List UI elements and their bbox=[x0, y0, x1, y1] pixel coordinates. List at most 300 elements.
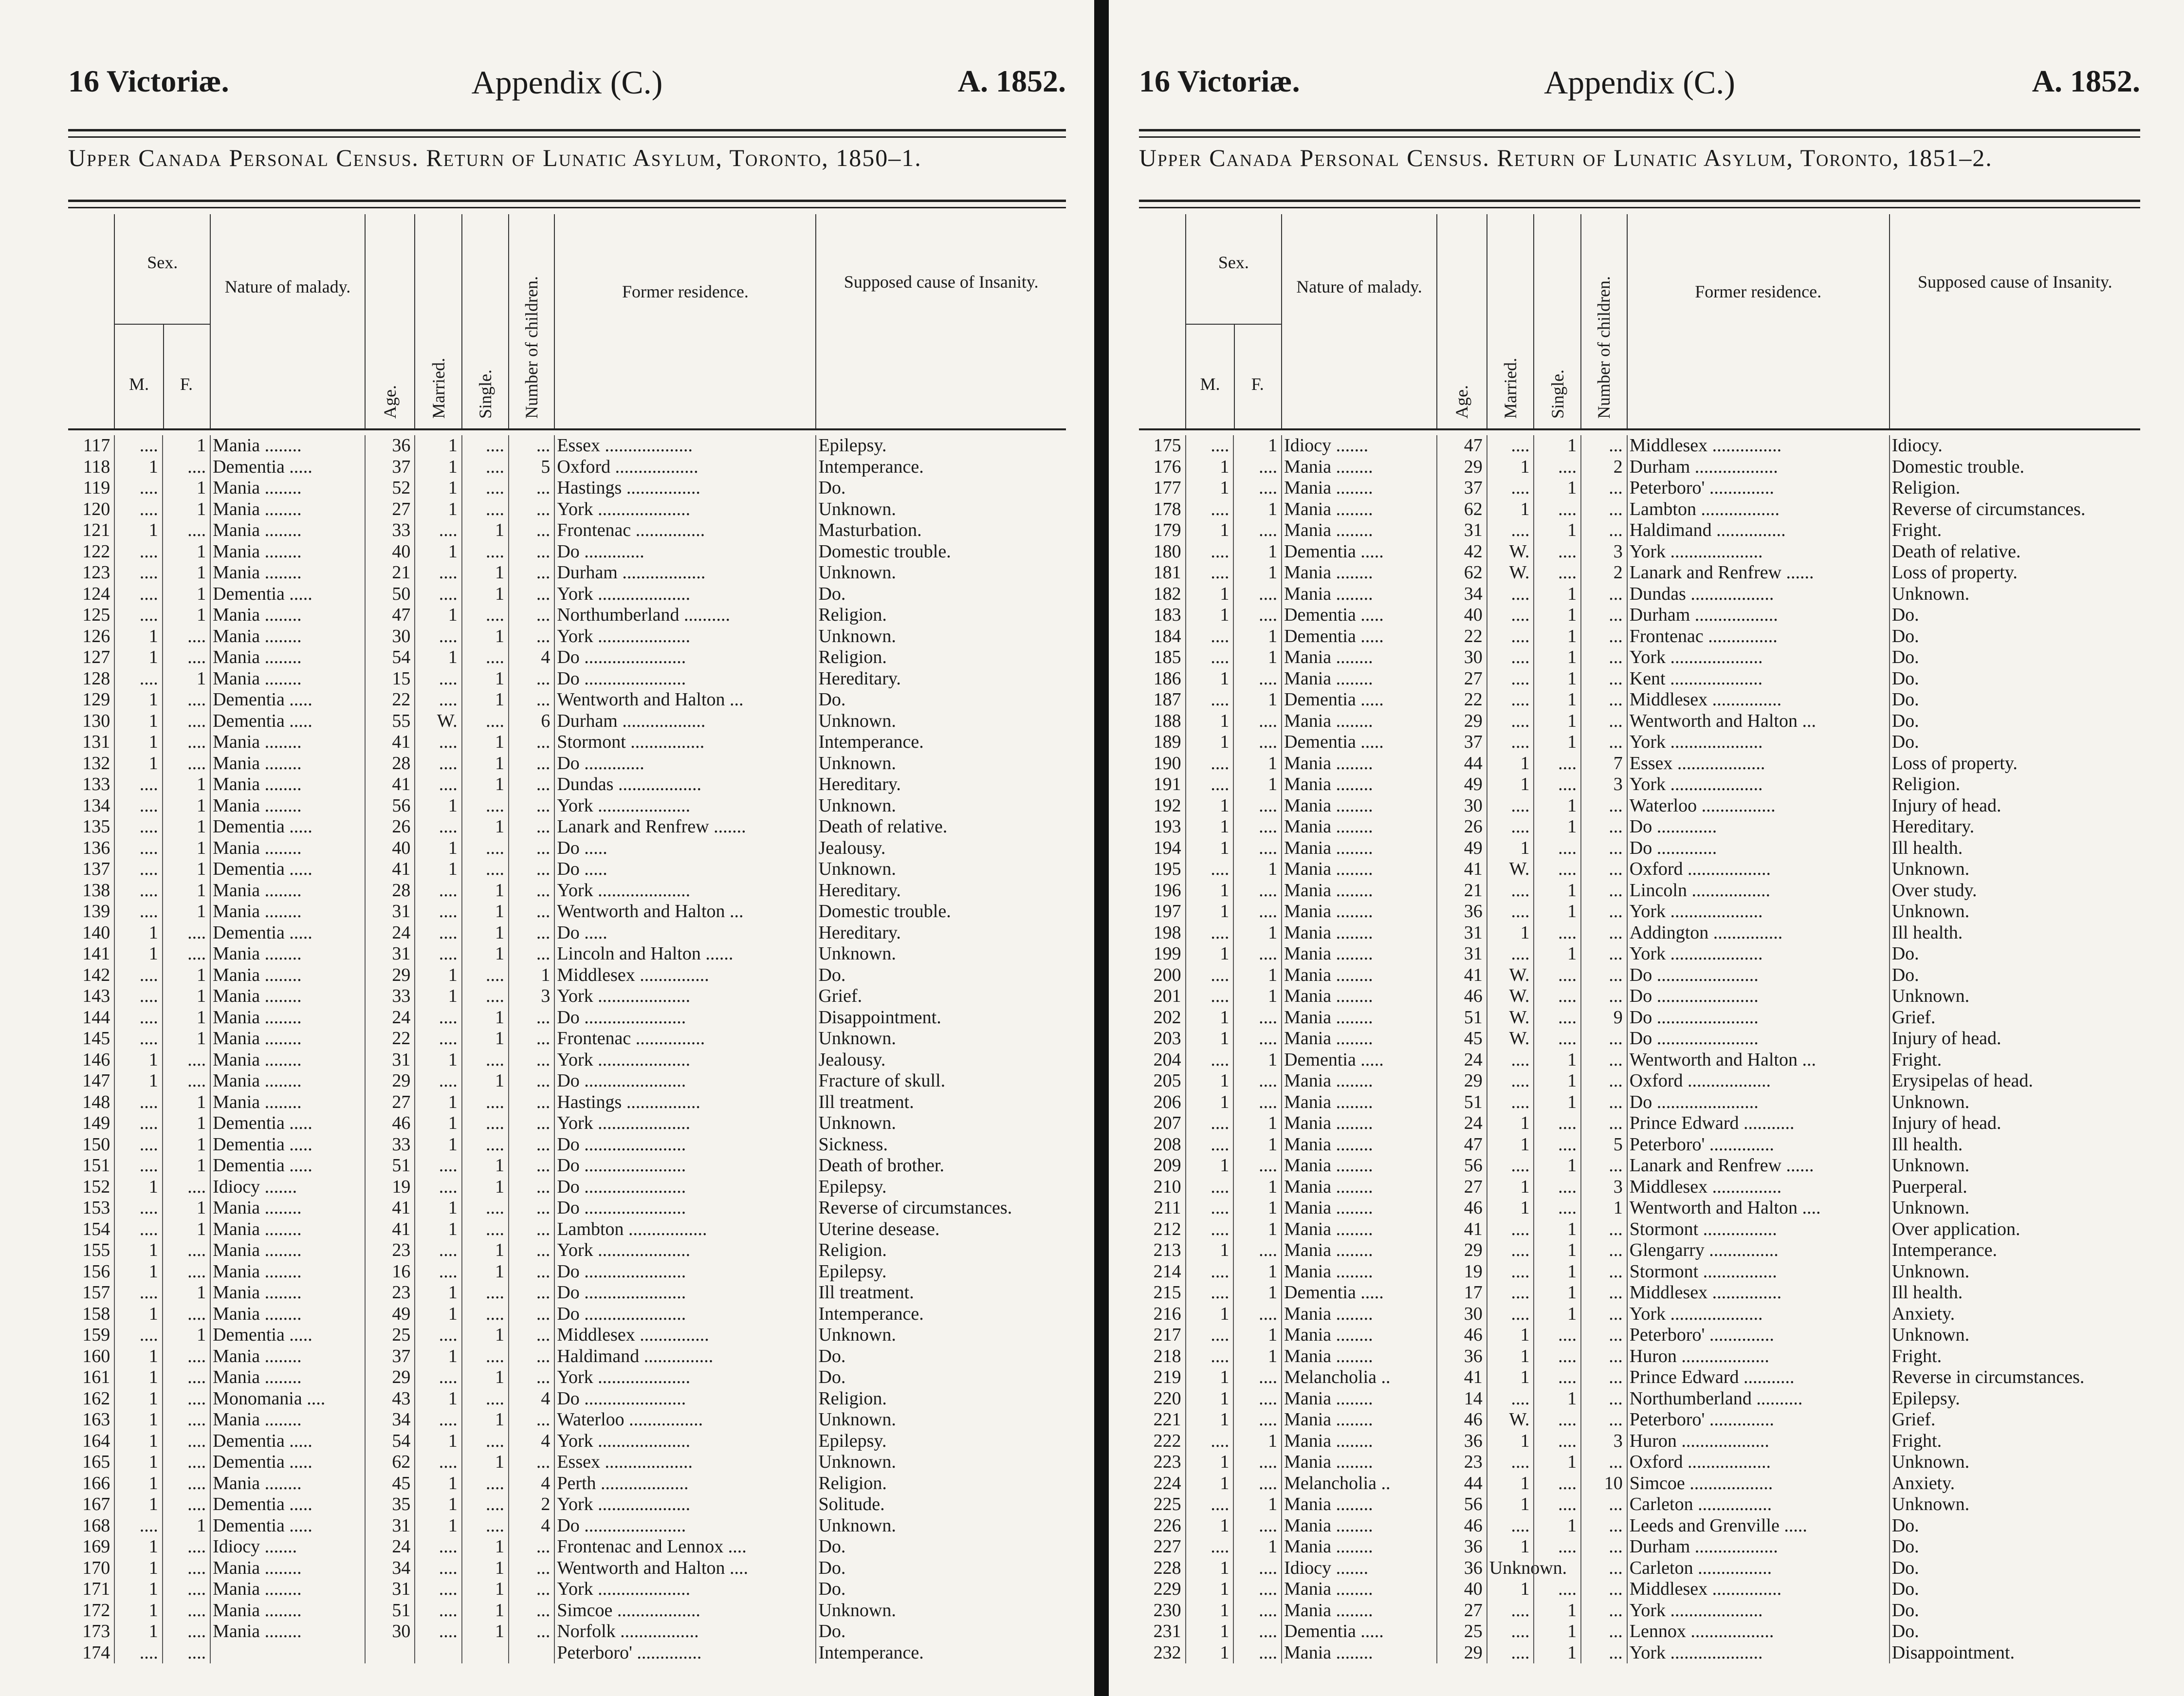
married-cell: .... bbox=[1511, 732, 1530, 752]
married-cell: .... bbox=[439, 1028, 458, 1049]
sex-male-cell: 1 bbox=[1220, 1155, 1230, 1176]
children-cell: ... bbox=[536, 1579, 551, 1599]
sex-male-cell: .... bbox=[139, 816, 158, 837]
married-cell: 1 bbox=[1520, 1346, 1530, 1366]
residence-cell: Wentworth and Halton .... bbox=[557, 1557, 749, 1578]
married-cell: .... bbox=[439, 1176, 458, 1197]
single-cell: 1 bbox=[1567, 1303, 1577, 1324]
residence-cell: Do ...................... bbox=[557, 1303, 686, 1324]
table-row bbox=[1139, 1452, 2140, 1473]
malady-cell: Idiocy ....... bbox=[213, 1176, 297, 1197]
column-divider bbox=[1627, 435, 1628, 1663]
sex-female-cell: 1 bbox=[197, 837, 206, 858]
malady-cell: Mania ........ bbox=[213, 1367, 302, 1387]
age-cell: 46 bbox=[1464, 1198, 1483, 1218]
age-cell: 46 bbox=[1464, 986, 1483, 1006]
single-cell: .... bbox=[486, 710, 505, 731]
table-row bbox=[68, 1346, 1066, 1367]
children-cell: ... bbox=[536, 498, 551, 519]
children-cell: ... bbox=[536, 795, 551, 816]
children-cell: ... bbox=[536, 689, 551, 710]
sex-female-cell: 1 bbox=[1268, 562, 1278, 583]
cause-cell: Disappointment. bbox=[1891, 1642, 2015, 1663]
sex-male-cell: .... bbox=[1211, 1536, 1230, 1557]
married-cell: .... bbox=[1511, 1303, 1530, 1324]
married-cell: 1 bbox=[448, 837, 458, 858]
children-cell: ... bbox=[1609, 689, 1623, 710]
malady-cell: Mania ........ bbox=[213, 1579, 302, 1599]
sex-male-cell: 1 bbox=[1220, 710, 1230, 731]
married-cell: 1 bbox=[1520, 1176, 1530, 1197]
malady-cell: Mania ........ bbox=[213, 1261, 302, 1282]
children-cell: ... bbox=[1609, 668, 1623, 689]
malady-cell: Mania ........ bbox=[213, 901, 302, 922]
sex-male-cell: 1 bbox=[1220, 1452, 1230, 1472]
sex-female-cell: 1 bbox=[197, 435, 206, 456]
row-number-cell: 159 bbox=[82, 1325, 110, 1345]
age-cell: 46 bbox=[1464, 1515, 1483, 1536]
table-row bbox=[1139, 1155, 2140, 1177]
married-cell: .... bbox=[439, 1621, 458, 1641]
single-cell: 1 bbox=[495, 520, 505, 540]
header-rule bbox=[68, 129, 1066, 138]
sex-male-cell: .... bbox=[139, 498, 158, 519]
sex-male-cell: .... bbox=[139, 435, 158, 456]
age-cell: 36 bbox=[1464, 901, 1483, 922]
title-rule bbox=[68, 200, 1066, 208]
children-cell: ... bbox=[536, 626, 551, 646]
single-cell: 1 bbox=[1567, 816, 1577, 837]
cause-cell: Loss of property. bbox=[1891, 753, 2018, 774]
malady-cell: Mania ........ bbox=[213, 732, 302, 752]
married-cell: 1 bbox=[448, 795, 458, 816]
row-number-cell: 150 bbox=[82, 1134, 110, 1155]
sex-female-cell: 1 bbox=[197, 986, 206, 1006]
row-number-cell: 230 bbox=[1153, 1600, 1181, 1621]
children-cell: ... bbox=[536, 520, 551, 540]
married-cell: 1 bbox=[1520, 1579, 1530, 1599]
table-row bbox=[1139, 478, 2140, 499]
single-header bbox=[461, 214, 508, 428]
children-cell: ... bbox=[536, 880, 551, 901]
table-row bbox=[68, 1028, 1066, 1050]
single-cell: .... bbox=[1558, 1409, 1577, 1430]
married-cell: .... bbox=[1511, 943, 1530, 964]
age-cell: 49 bbox=[1464, 837, 1483, 858]
children-cell: ... bbox=[1609, 1494, 1623, 1514]
malady-cell: Dementia ..... bbox=[1284, 626, 1384, 646]
row-number-cell: 228 bbox=[1153, 1557, 1181, 1578]
single-cell: .... bbox=[486, 1303, 505, 1324]
residence-cell: Essex ................... bbox=[557, 1452, 693, 1472]
children-cell: ... bbox=[1609, 1113, 1623, 1133]
year-label: A. 1852. bbox=[2032, 64, 2140, 98]
sex-female-cell: .... bbox=[1259, 1515, 1278, 1536]
row-number-cell: 227 bbox=[1153, 1536, 1181, 1557]
table-row bbox=[1139, 1007, 2140, 1029]
cause-cell: Do. bbox=[1891, 1557, 1919, 1578]
married-cell: .... bbox=[1511, 795, 1530, 816]
row-number-cell: 133 bbox=[82, 774, 110, 794]
row-number-cell: 167 bbox=[82, 1494, 110, 1514]
sex-male-cell: .... bbox=[1211, 986, 1230, 1006]
row-number-cell: 118 bbox=[83, 456, 110, 477]
residence-cell: Middlesex ............... bbox=[1629, 1579, 1782, 1599]
residence-cell: Lanark and Renfrew ....... bbox=[557, 816, 746, 837]
residence-cell: York .................... bbox=[557, 1367, 691, 1387]
single-cell: 1 bbox=[1567, 1049, 1577, 1070]
age-cell: 45 bbox=[1464, 1028, 1483, 1049]
children-cell: ... bbox=[1609, 435, 1623, 456]
single-label: Single. bbox=[475, 369, 495, 419]
sex-female-cell: 1 bbox=[1268, 1261, 1278, 1282]
cause-cell: Injury of head. bbox=[1891, 1113, 2001, 1133]
single-cell: .... bbox=[486, 795, 505, 816]
age-cell: 47 bbox=[1464, 1134, 1483, 1155]
row-number-cell: 197 bbox=[1153, 901, 1181, 922]
residence-cell: York .................... bbox=[557, 880, 691, 901]
residence-cell: Lanark and Renfrew ...... bbox=[1629, 1155, 1814, 1176]
single-cell: .... bbox=[1558, 562, 1577, 583]
row-number-cell: 200 bbox=[1153, 964, 1181, 985]
children-cell: ... bbox=[536, 605, 551, 625]
table-row bbox=[68, 1642, 1066, 1664]
cause-cell: Masturbation. bbox=[818, 520, 922, 540]
table-row bbox=[1139, 1282, 2140, 1304]
sex-male-cell: 1 bbox=[148, 1240, 158, 1260]
row-number-cell: 165 bbox=[82, 1452, 110, 1472]
sex-male-cell: 1 bbox=[148, 689, 158, 710]
residence-cell: York .................... bbox=[1629, 1600, 1763, 1621]
sex-male-cell: 1 bbox=[148, 1621, 158, 1641]
sex-female-cell: .... bbox=[1259, 1367, 1278, 1387]
age-cell: 29 bbox=[1464, 1240, 1483, 1260]
married-cell: .... bbox=[439, 668, 458, 689]
table-row bbox=[1139, 562, 2140, 584]
cause-cell: Religion. bbox=[818, 647, 887, 667]
table-row bbox=[68, 1621, 1066, 1642]
single-cell: 1 bbox=[495, 689, 505, 710]
residence-cell: Lennox .................. bbox=[1629, 1621, 1774, 1641]
table-row bbox=[1139, 711, 2140, 732]
sex-male-cell: 1 bbox=[1220, 1557, 1230, 1578]
residence-cell: Stormont ................ bbox=[1629, 1218, 1777, 1239]
single-cell: 1 bbox=[495, 901, 505, 922]
sex-female-cell: .... bbox=[187, 753, 206, 774]
single-cell: .... bbox=[1558, 1367, 1577, 1387]
married-cell: 1 bbox=[1520, 1367, 1530, 1387]
row-number-cell: 181 bbox=[1153, 562, 1181, 583]
residence-cell: Frontenac ............... bbox=[1629, 626, 1778, 646]
single-cell: .... bbox=[486, 859, 505, 879]
malady-cell: Mania ........ bbox=[213, 1218, 302, 1239]
single-cell: 1 bbox=[1567, 943, 1577, 964]
malady-cell: Mania ........ bbox=[1284, 1536, 1373, 1557]
row-number-cell: 222 bbox=[1153, 1430, 1181, 1451]
age-cell: 49 bbox=[392, 1303, 411, 1324]
cause-cell: Unknown. bbox=[1891, 986, 1970, 1006]
cause-cell: Unknown. bbox=[818, 943, 896, 964]
children-cell: 4 bbox=[541, 1515, 551, 1536]
row-number-cell: 185 bbox=[1153, 647, 1181, 667]
table-row bbox=[68, 943, 1066, 965]
table-row bbox=[1139, 880, 2140, 902]
married-cell: .... bbox=[1511, 626, 1530, 646]
single-cell: 1 bbox=[1567, 1261, 1577, 1282]
cause-cell: Fright. bbox=[1891, 1049, 1942, 1070]
appendix-label: Appendix (C.) bbox=[1544, 64, 1735, 101]
cause-cell: Jealousy. bbox=[818, 1049, 886, 1070]
sex-male-cell: 1 bbox=[1220, 668, 1230, 689]
residence-cell: York .................... bbox=[1629, 901, 1763, 922]
row-number-cell: 137 bbox=[82, 859, 110, 879]
table-row bbox=[1139, 859, 2140, 880]
table-row bbox=[1139, 626, 2140, 647]
cause-cell: Do. bbox=[1891, 689, 1919, 710]
sex-female-cell: 1 bbox=[1268, 1049, 1278, 1070]
row-number-cell: 141 bbox=[82, 943, 110, 964]
cause-cell: Injury of head. bbox=[1891, 795, 2001, 816]
sex-male-cell: 1 bbox=[148, 1600, 158, 1621]
table-row bbox=[1139, 435, 2140, 457]
single-cell: .... bbox=[486, 1515, 505, 1536]
malady-cell: Mania ........ bbox=[213, 478, 302, 498]
malady-cell: Mania ........ bbox=[213, 1091, 302, 1112]
residence-cell: Oxford .................. bbox=[1629, 1070, 1771, 1091]
children-cell: ... bbox=[536, 774, 551, 794]
cause-cell: Loss of property. bbox=[1891, 562, 2018, 583]
cause-cell: Religion. bbox=[818, 1240, 887, 1260]
children-cell: ... bbox=[1609, 1240, 1623, 1260]
single-cell: .... bbox=[486, 605, 505, 625]
married-cell: .... bbox=[1511, 435, 1530, 456]
single-cell: 1 bbox=[1567, 1515, 1577, 1536]
children-cell: 4 bbox=[541, 647, 551, 667]
married-cell: 1 bbox=[448, 456, 458, 477]
table-row bbox=[68, 1070, 1066, 1092]
malady-cell: Mania ........ bbox=[1284, 1113, 1373, 1133]
married-cell: .... bbox=[1511, 647, 1530, 667]
malady-cell: Mania ........ bbox=[213, 964, 302, 985]
age-cell: 29 bbox=[392, 1070, 411, 1091]
residence-cell: York .................... bbox=[557, 626, 691, 646]
table-row bbox=[1139, 647, 2140, 668]
sex-female-cell: .... bbox=[187, 710, 206, 731]
malady-cell: Mania ........ bbox=[213, 1473, 302, 1493]
sex-female-cell: .... bbox=[187, 1388, 206, 1409]
married-cell: 1 bbox=[448, 1303, 458, 1324]
sex-male-cell: 1 bbox=[148, 456, 158, 477]
children-cell: 4 bbox=[541, 1388, 551, 1409]
sex-female-cell: 1 bbox=[197, 901, 206, 922]
single-cell: 1 bbox=[1567, 605, 1577, 625]
age-cell: 41 bbox=[392, 1198, 411, 1218]
column-divider bbox=[508, 435, 509, 1663]
table-row bbox=[68, 1515, 1066, 1537]
malady-cell: Mania ........ bbox=[1284, 456, 1373, 477]
sex-male-cell: 1 bbox=[1220, 795, 1230, 816]
malady-cell: Mania ........ bbox=[1284, 1494, 1373, 1514]
sex-male-cell: 1 bbox=[148, 1346, 158, 1366]
sex-female-cell: 1 bbox=[1268, 647, 1278, 667]
children-cell: 1 bbox=[1613, 1198, 1623, 1218]
age-cell: 55 bbox=[392, 710, 411, 731]
age-cell: 52 bbox=[392, 478, 411, 498]
malady-label: Nature of malady. bbox=[224, 277, 351, 296]
sex-female-cell: 1 bbox=[197, 1028, 206, 1049]
married-cell: .... bbox=[439, 1261, 458, 1282]
sex-female-cell: .... bbox=[1259, 1388, 1278, 1409]
row-number-cell: 155 bbox=[82, 1240, 110, 1260]
table-row bbox=[68, 922, 1066, 944]
table-row bbox=[68, 816, 1066, 838]
cause-cell: Epilepsy. bbox=[1891, 1388, 1960, 1409]
age-cell: 36 bbox=[1464, 1536, 1483, 1557]
residence-cell: Northumberland .......... bbox=[1629, 1388, 1803, 1409]
cause-cell: Unknown. bbox=[1891, 1091, 1970, 1112]
table-row bbox=[1139, 732, 2140, 753]
age-cell: 44 bbox=[1464, 1473, 1483, 1493]
cause-cell: Unknown. bbox=[1891, 1494, 1970, 1514]
sex-male-cell: .... bbox=[1211, 1346, 1230, 1366]
cause-cell: Anxiety. bbox=[1891, 1303, 1955, 1324]
residence-cell: York .................... bbox=[557, 498, 691, 519]
table-row bbox=[68, 1155, 1066, 1177]
malady-cell: Mania ........ bbox=[1284, 710, 1373, 731]
residence-header bbox=[554, 214, 815, 428]
malady-cell: Dementia ..... bbox=[213, 583, 312, 604]
sex-male-cell: 1 bbox=[1220, 816, 1230, 837]
sex-male-cell: .... bbox=[1211, 1134, 1230, 1155]
row-number-cell: 215 bbox=[1153, 1282, 1181, 1303]
children-cell: ... bbox=[536, 1155, 551, 1176]
cause-cell: Solitude. bbox=[818, 1494, 885, 1514]
sex-female-cell: 1 bbox=[197, 1198, 206, 1218]
malady-cell: Dementia ..... bbox=[1284, 732, 1384, 752]
residence-header bbox=[1627, 214, 1889, 428]
married-cell: .... bbox=[1511, 668, 1530, 689]
children-cell: ... bbox=[1609, 1261, 1623, 1282]
single-cell: .... bbox=[1558, 498, 1577, 519]
sex-female-cell: 1 bbox=[1268, 986, 1278, 1006]
children-cell: ... bbox=[536, 1218, 551, 1239]
sex-male-cell: .... bbox=[139, 880, 158, 901]
column-divider bbox=[1436, 435, 1437, 1663]
sex-female-cell: 1 bbox=[197, 1007, 206, 1028]
married-cell: 1 bbox=[448, 1113, 458, 1133]
married-cell: .... bbox=[439, 774, 458, 794]
sex-female-cell: .... bbox=[187, 626, 206, 646]
row-number-cell: 182 bbox=[1153, 583, 1181, 604]
single-cell: .... bbox=[1558, 541, 1577, 562]
cause-cell: Epilepsy. bbox=[818, 1176, 887, 1197]
malady-cell: Mania ........ bbox=[1284, 583, 1373, 604]
table-row bbox=[1139, 1092, 2140, 1113]
table-row bbox=[1139, 1473, 2140, 1494]
sex-male-cell: 1 bbox=[148, 922, 158, 943]
sex-female-cell: 1 bbox=[1268, 753, 1278, 774]
single-cell: .... bbox=[486, 647, 505, 667]
malady-cell: Mania ........ bbox=[213, 774, 302, 794]
sex-male-cell: .... bbox=[139, 1282, 158, 1303]
age-cell: 47 bbox=[392, 605, 411, 625]
sex-male-cell: .... bbox=[139, 668, 158, 689]
sex-female-cell: 1 bbox=[1268, 1536, 1278, 1557]
children-cell: ... bbox=[1609, 520, 1623, 540]
children-cell: 3 bbox=[1613, 1176, 1623, 1197]
cause-header bbox=[815, 214, 1066, 428]
single-cell: 1 bbox=[495, 1261, 505, 1282]
row-number-cell: 126 bbox=[82, 626, 110, 646]
age-cell: 31 bbox=[1464, 943, 1483, 964]
residence-cell: Waterloo ................ bbox=[1629, 795, 1776, 816]
sex-male-cell: 1 bbox=[1220, 1240, 1230, 1260]
age-cell: 33 bbox=[392, 1134, 411, 1155]
row-number-cell: 208 bbox=[1153, 1134, 1181, 1155]
sex-male-cell: .... bbox=[1211, 753, 1230, 774]
age-cell: 23 bbox=[392, 1240, 411, 1260]
age-cell: 41 bbox=[1464, 964, 1483, 985]
single-cell: 1 bbox=[1567, 689, 1577, 710]
children-cell: ... bbox=[536, 943, 551, 964]
sex-male-cell: .... bbox=[139, 1028, 158, 1049]
sex-male-cell: 1 bbox=[1220, 478, 1230, 498]
married-cell: 1 bbox=[448, 1091, 458, 1112]
row-number-cell: 184 bbox=[1153, 626, 1181, 646]
sex-female-cell: .... bbox=[187, 922, 206, 943]
sex-male-cell: .... bbox=[1211, 1261, 1230, 1282]
residence-cell: Lincoln ................. bbox=[1629, 880, 1770, 901]
single-cell: 1 bbox=[495, 774, 505, 794]
sex-male-cell: 1 bbox=[148, 1388, 158, 1409]
age-cell: 33 bbox=[392, 520, 411, 540]
table-row bbox=[1139, 1261, 2140, 1283]
malady-cell: Mania ........ bbox=[213, 562, 302, 583]
cause-cell: Disappointment. bbox=[818, 1007, 941, 1028]
table-header bbox=[1139, 214, 2140, 430]
age-cell: 34 bbox=[1464, 583, 1483, 604]
cause-cell: Unknown. bbox=[1891, 1325, 1970, 1345]
row-number-cell: 135 bbox=[82, 816, 110, 837]
age-cell: 31 bbox=[392, 901, 411, 922]
cause-cell: Reverse of circumstances. bbox=[818, 1198, 1012, 1218]
married-label: Married. bbox=[428, 358, 448, 419]
cause-cell: Domestic trouble. bbox=[818, 541, 951, 562]
children-cell: 7 bbox=[1613, 753, 1623, 774]
age-cell: 29 bbox=[392, 964, 411, 985]
row-number-cell: 205 bbox=[1153, 1070, 1181, 1091]
sex-female-cell: 1 bbox=[197, 795, 206, 816]
residence-cell: Do ...................... bbox=[557, 1176, 686, 1197]
age-cell: 29 bbox=[1464, 1070, 1483, 1091]
malady-cell: Mania ........ bbox=[1284, 1579, 1373, 1599]
children-cell: 6 bbox=[541, 710, 551, 731]
cause-cell: Do. bbox=[1891, 626, 1919, 646]
row-number-cell: 180 bbox=[1153, 541, 1181, 562]
residence-cell: York .................... bbox=[557, 1113, 691, 1133]
single-cell: .... bbox=[1558, 922, 1577, 943]
sex-female-cell: 1 bbox=[197, 774, 206, 794]
table-row bbox=[68, 1282, 1066, 1304]
malady-cell: Mania ........ bbox=[213, 1557, 302, 1578]
cause-cell: Do. bbox=[1891, 668, 1919, 689]
sex-male-cell: .... bbox=[139, 901, 158, 922]
children-cell: 5 bbox=[541, 456, 551, 477]
sex-male-cell: 1 bbox=[1220, 880, 1230, 901]
single-cell: .... bbox=[1558, 1028, 1577, 1049]
cause-cell: Do. bbox=[1891, 732, 1919, 752]
sex-male-cell: 1 bbox=[1220, 605, 1230, 625]
